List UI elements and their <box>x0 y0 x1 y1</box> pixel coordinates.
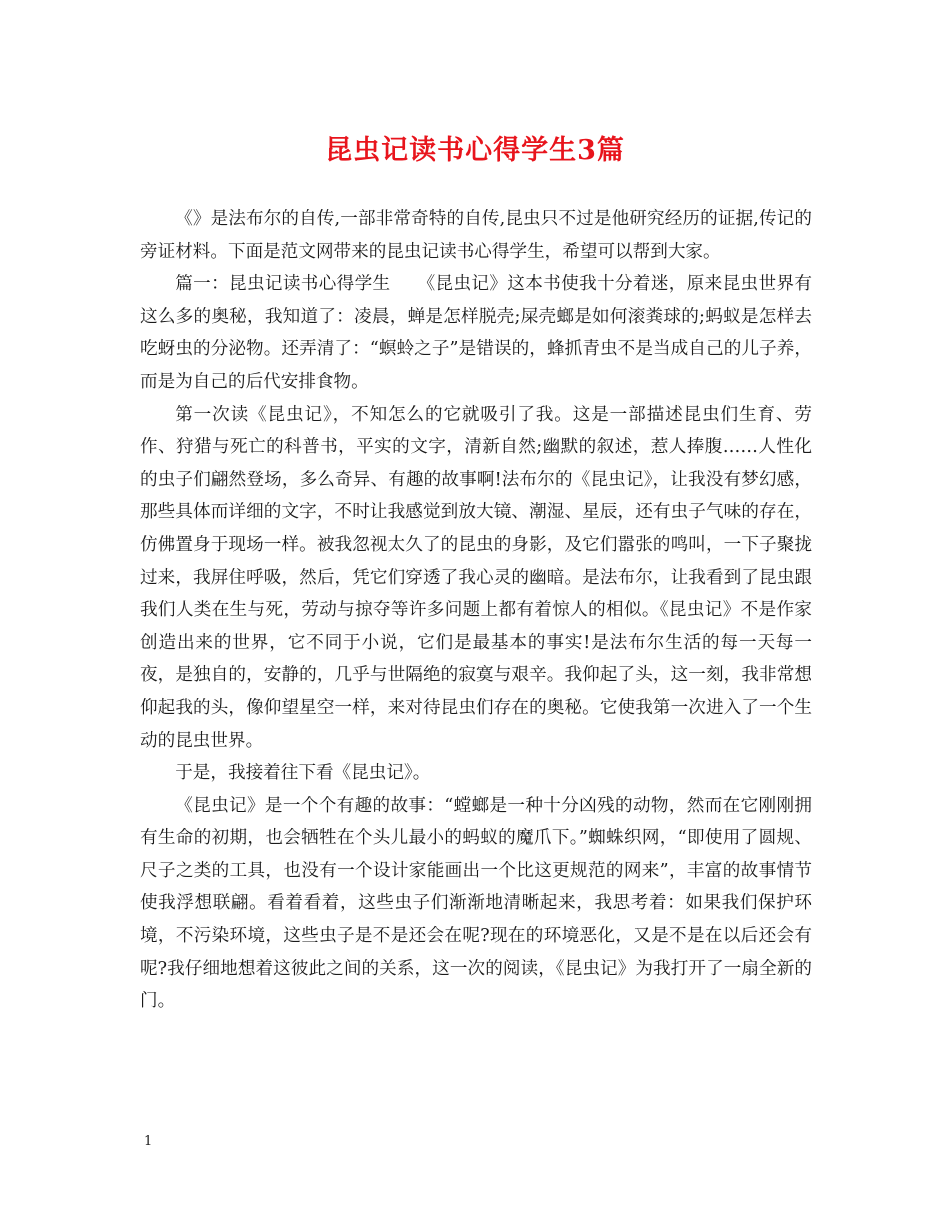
paragraph-interesting-stories: 《昆虫记》是一个个有趣的故事：“螳螂是一种十分凶残的动物，然而在它刚刚拥有生命的初期，也会牺牲在个头儿最小的蚂蚁的魔爪下。”蜘蛛织网，“即使用了圆规、尺子之类的工具，也没有一个设计家能画出一个比这更规范的网来”，丰富的故事情节使我浮想联翩。看着看着，这些虫子们渐渐地清晰起来，我思考着：如果我们保护环境，不污染环境，这些虫子是不是还会在呢?现在的环境恶化，又是不是在以后还会有呢?我仔细地想着这彼此之间的关系，这一次的阅读，《昆虫记》为我打开了一扇全新的门。 <box>140 795 812 1012</box>
paragraph-continue-reading: 于是，我接着往下看《昆虫记》。 <box>175 763 431 784</box>
paragraph-first-reading: 第一次读《昆虫记》，不知怎么的它就吸引了我。这是一部描述昆虫们生育、劳作、狩猎与死亡的科普书，平实的文字，清新自然;幽默的叙述，惹人捧腹……人性化的虫子们翩然登场，多么奇异、有趣的故事啊!法布尔的《昆虫记》，让我没有梦幻感，那些具体而详细的文字，不时让我感觉到放大镜、潮湿、星辰，还有虫子气味的存在，仿佛置身于现场一样。被我忽视太久了的昆虫的身影，及它们嚣张的鸣叫，一下子聚拢过来，我屏住呼吸，然后，凭它们穿透了我心灵的幽暗。是法布尔，让我看到了昆虫跟我们人类在生与死，劳动与掠夺等许多问题上都有着惊人的相似。《昆虫记》不是作家创造出来的世界，它不同于小说，它们是最基本的事实!是法布尔生活的每一天每一夜，是独自的，安静的，几乎与世隔绝的寂寞与艰辛。我仰起了头，这一刻，我非常想仰起我的头，像仰望星空一样，来对待昆虫们存在的奥秘。它使我第一次进入了一个生动的昆虫世界。 <box>140 404 812 751</box>
document-title: 昆虫记读书心得学生3篇 <box>325 135 625 166</box>
page-number: 1 <box>144 1134 153 1149</box>
paragraph-part-one: 篇一：昆虫记读书心得学生 《昆虫记》这本书使我十分着迷，原来昆虫世界有这么多的奥秘，我知道了：凌晨，蝉是怎样脱壳;屎壳螂是如何滚粪球的;蚂蚁是怎样去吃蚜虫的分泌物。还弄清了：“螟蛉之子”是错误的，蜂抓青虫不是当成自己的儿子养，而是为自己的后代安排食物。 <box>140 274 812 392</box>
paragraph-intro: 《》是法布尔的自传,一部非常奇特的自传,昆虫只不过是他研究经历的证据,传记的旁证材料。下面是范文网带来的昆虫记读书心得学生，希望可以帮到大家。 <box>140 209 812 262</box>
document-body <box>140 203 812 1018</box>
